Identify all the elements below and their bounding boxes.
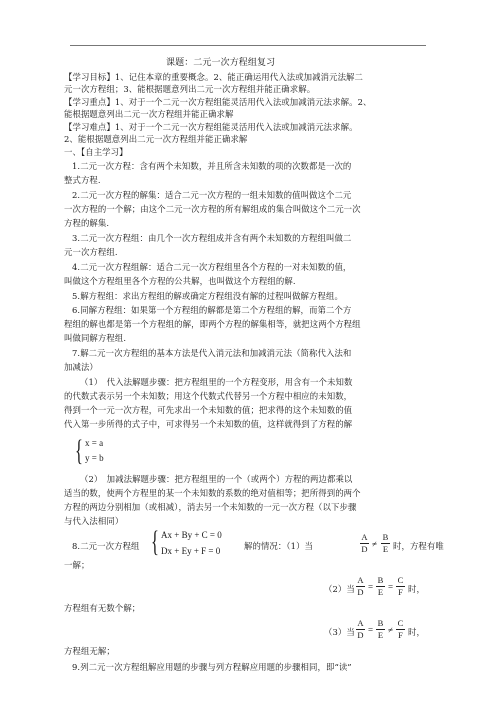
case3-frac-cf: C F: [397, 618, 404, 640]
system-eq-2: Dx + Ey + F = 0: [161, 546, 221, 556]
case3-frac-ad: A D: [357, 618, 364, 640]
solution-x: x = a: [85, 438, 104, 448]
objectives-line-1: 【学习目标】1、记住本章的重要概念。2、能正确运用代入法或加减消元法解二: [64, 72, 364, 82]
item-7b-line-3: 方程的两边分别相加（或相减），消去另一个未知数的一元一次方程（以下步骤: [64, 502, 357, 512]
case2-eq-2: =: [388, 582, 394, 592]
item-7a-line-1: （1） 代入法解题步骤：把方程组里的一个方程变形，用含有一个未知数: [80, 377, 353, 387]
case2-head: （2）当: [324, 584, 355, 594]
item-2-line-3: 方程的解集.: [64, 218, 110, 228]
item-5-line-1: 5.解方程组：求出方程组的解或确定方程组没有解的过程叫做解方程组。: [72, 291, 343, 301]
case3-neq: ≠: [388, 625, 393, 635]
case3-end: 方程组无解；: [64, 646, 115, 656]
item-9-line-1: 9.列二元一次方程组解应用题的步骤与列方程解应用题的步骤相同，即“读”: [72, 662, 352, 672]
header-rule: [70, 45, 426, 46]
key-points-line-2: 能根据题意列出二元一次方程组并能正确求解: [64, 109, 234, 119]
item-7a-line-3: 得到一个一元一次方程，可先求出一个未知数的值；把求得的这个未知数的值: [64, 405, 353, 415]
item-8-prefix: 8.二元一次方程组: [72, 541, 140, 551]
case3-head: （3）当: [324, 627, 355, 637]
item-7b-line-1: （2） 加减法解题步骤：把方程组里的一个（或两个）方程的两边都乘以: [80, 474, 353, 484]
item-8-mid: 解的情况：（1）当: [244, 541, 314, 551]
key-points-line-1: 【学习重点】1、对于一个二元一次方程组能灵活用代入法或加减消元法求解。2、: [64, 97, 372, 107]
item-7-line-1: 7.解二元一次方程组的基本方法是代入消元法和加减消元法（简称代入法和: [72, 348, 352, 358]
item-6-line-3: 叫做同解方程组.: [64, 333, 127, 343]
item-6-line-2: 程组的解也都是第一个方程组的解，即两个方程的解集相等，就把这两个方程组: [64, 319, 361, 329]
case2-eq-1: =: [368, 582, 374, 592]
item-1-line-1: 1.二元一次方程：含有两个未知数，并且所含未知数的项的次数都是一次的: [72, 161, 352, 171]
item-1-line-2: 整式方程.: [64, 175, 101, 185]
item-4-line-2: 叫做这个方程组里各个方程的公共解，也叫做这个方程组的解.: [64, 276, 296, 286]
system-eq-1: Ax + By + C = 0: [161, 530, 222, 540]
item-7a-line-4: 代入第一步所得的式子中，可求得另一个未知数的值，这样就得到了方程的解: [64, 419, 353, 429]
case1-end: 一解；: [64, 560, 90, 570]
case1-tail: 时，方程有唯: [393, 541, 444, 551]
item-6-line-1: 6.同解方程组：如果第一个方程组的解都是第二个方程组的解，而第二个方: [72, 305, 352, 315]
system-brace: {: [151, 525, 159, 558]
case3-frac-be: B E: [377, 618, 384, 640]
item-3-line-1: 3.二元一次方程组：由几个一次方程组成并含有两个未知数的方程组叫做二: [72, 233, 352, 243]
item-4-line-1: 4.二元一次方程组解：适合二元一次方程组里各个方程的一对未知数的值，: [72, 262, 352, 272]
case1-neq: ≠: [372, 539, 377, 549]
solution-brace: {: [75, 434, 83, 467]
case2-frac-be: B E: [377, 575, 384, 597]
case3-eq: =: [368, 625, 374, 635]
case2-tail: 时，: [408, 584, 425, 594]
case2-frac-ad: A D: [357, 575, 364, 597]
case1-frac-ad: A D: [361, 532, 368, 554]
difficulties-line-1: 【学习难点】1、对于一个二元一次方程组能灵活用代入法或加减消元法求解。: [64, 122, 358, 132]
item-2-line-1: 2.二元一次方程的解集：适合二元一次方程的一组未知数的值叫做这个二元: [72, 190, 352, 200]
item-7b-line-2: 适当的数，使两个方程里的某一个未知数的系数的绝对值相等；把所得到的两个: [64, 488, 361, 498]
case2-frac-cf: C F: [397, 575, 404, 597]
difficulties-line-2: 2、能根据题意列出二元一次方程组并能正确求解: [64, 134, 248, 144]
case3-tail: 时，: [408, 627, 425, 637]
case2-end: 方程组有无数个解；: [64, 603, 141, 613]
objectives-line-2: 元一次方程组；3、能根据题意列出二元一次方程组并能正确求解。: [64, 84, 316, 94]
item-7b-line-4: 与代入法相同）: [64, 516, 124, 526]
item-7-line-2: 加减法）: [64, 362, 98, 372]
lesson-title: 课题：二元一次方程组复习: [166, 58, 276, 68]
item-7a-line-2: 的代数式表示另一个未知数；用这个代数式代替另一个方程中相应的未知数，: [64, 391, 353, 401]
section-heading: 一、【自主学习】: [64, 147, 128, 157]
item-3-line-2: 元一次方程组.: [64, 247, 118, 257]
item-2-line-2: 一次方程的一个解；由这个二元一次方程的所有解组成的集合叫做这个二元一次: [64, 204, 361, 214]
case1-frac-be: B E: [382, 532, 389, 554]
solution-y: y = b: [85, 453, 104, 463]
